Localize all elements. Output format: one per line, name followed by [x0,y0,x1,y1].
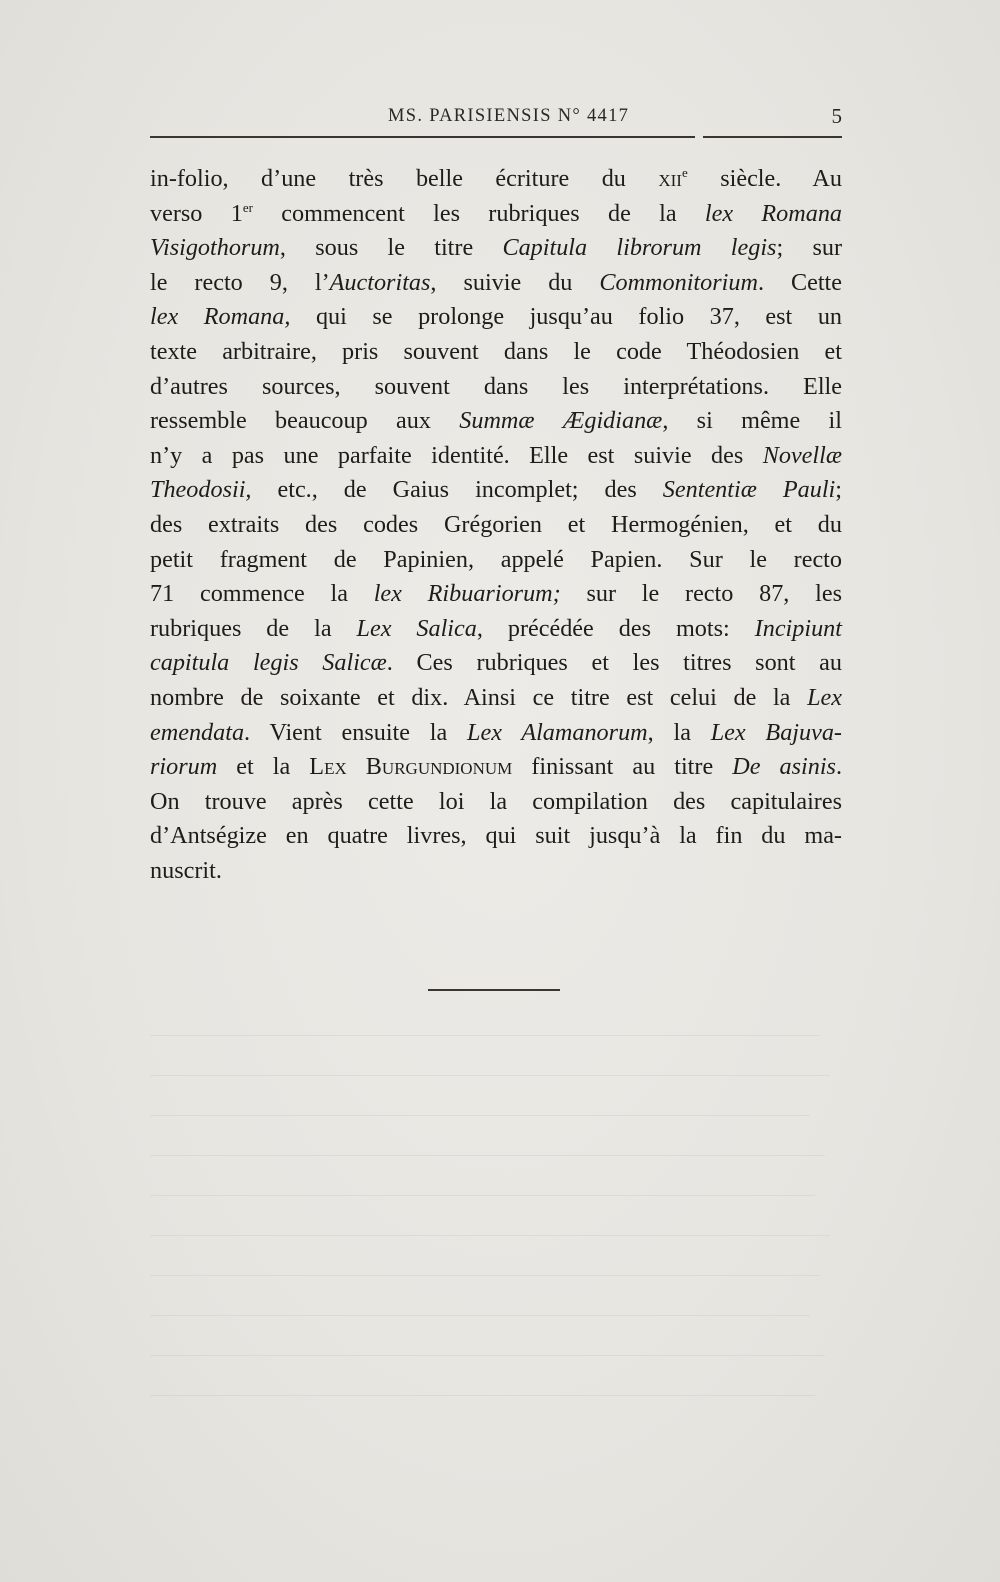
header-rule-gap [695,134,703,140]
header-rule [150,136,842,138]
section-end-rule [428,989,560,991]
text-line: petit fragment de Papinien, appelé Papien. Sur le recto [150,545,842,573]
text-line: riorum et la Lex Burgundionum finissant au titre De asinis. [150,753,843,781]
page-number: 5 [831,104,842,128]
text-line: d’Antségize en quatre livres, qui suit jusqu’à la fin du ma- [150,822,842,850]
bleed-through-texture [150,1075,830,1076]
text-line: lex Romana, qui se prolonge jusqu’au folio 37, est un [150,303,843,331]
text-line: d’autres sources, souvent dans les interprétations. Elle [150,372,842,400]
page-header [150,104,842,144]
text-line: nombre de soixante et dix. Ainsi ce titre est celui de la Lex [150,683,842,711]
running-title: MS. PARISIENSIS N° 4417 [388,106,630,126]
bleed-through-texture [150,1195,815,1196]
bleed-through-texture [150,1275,820,1276]
bleed-through-texture [150,1235,830,1236]
text-line: verso 1er commencent les rubriques de la lex Romana [150,199,843,227]
bleed-through-texture [150,1115,810,1116]
bleed-through-texture [150,1315,810,1316]
text-line: des extraits des codes Grégorien et Hermogénien, et du [150,510,842,538]
text-line: 71 commence la lex Ribuariorum; sur le recto 87, les [150,580,842,608]
body-paragraph [150,162,842,888]
text-line: ressemble beaucoup aux Summæ Ægidianæ, si même il [150,407,842,435]
text-line: emendata. Vient ensuite la Lex Alamanorum, la Lex Bajuva- [150,718,842,746]
text-line: Visigothorum, sous le titre Capitula librorum legis; sur [150,234,843,262]
text-line: le recto 9, l’Auctoritas, suivie du Commonitorium. Cette [150,268,843,296]
text-line: in-folio, d’une très belle écriture du xii$^e$ siècle. Au [150,165,842,192]
text-line: Theodosii, etc., de Gaius incomplet; des Sententiæ Pauli; [150,476,842,504]
bleed-through-texture [150,1395,815,1396]
text-line: On trouve après cette loi la compilation des capitulaires [150,787,842,815]
bleed-through-texture [150,1155,825,1156]
bleed-through-texture [150,1355,825,1356]
text-line: texte arbitraire, pris souvent dans le code Théodosien et [150,337,842,365]
bleed-through-texture [150,1035,820,1036]
text-line: n’y a pas une parfaite identité. Elle est suivie des Novellæ [150,441,842,469]
text-line: rubriques de la Lex Salica, précédée des mots: Incipiunt [150,614,842,642]
text-line: capitula legis Salicæ. Ces rubriques et les titres sont au [150,649,842,677]
text-line: nuscrit. [150,856,222,884]
